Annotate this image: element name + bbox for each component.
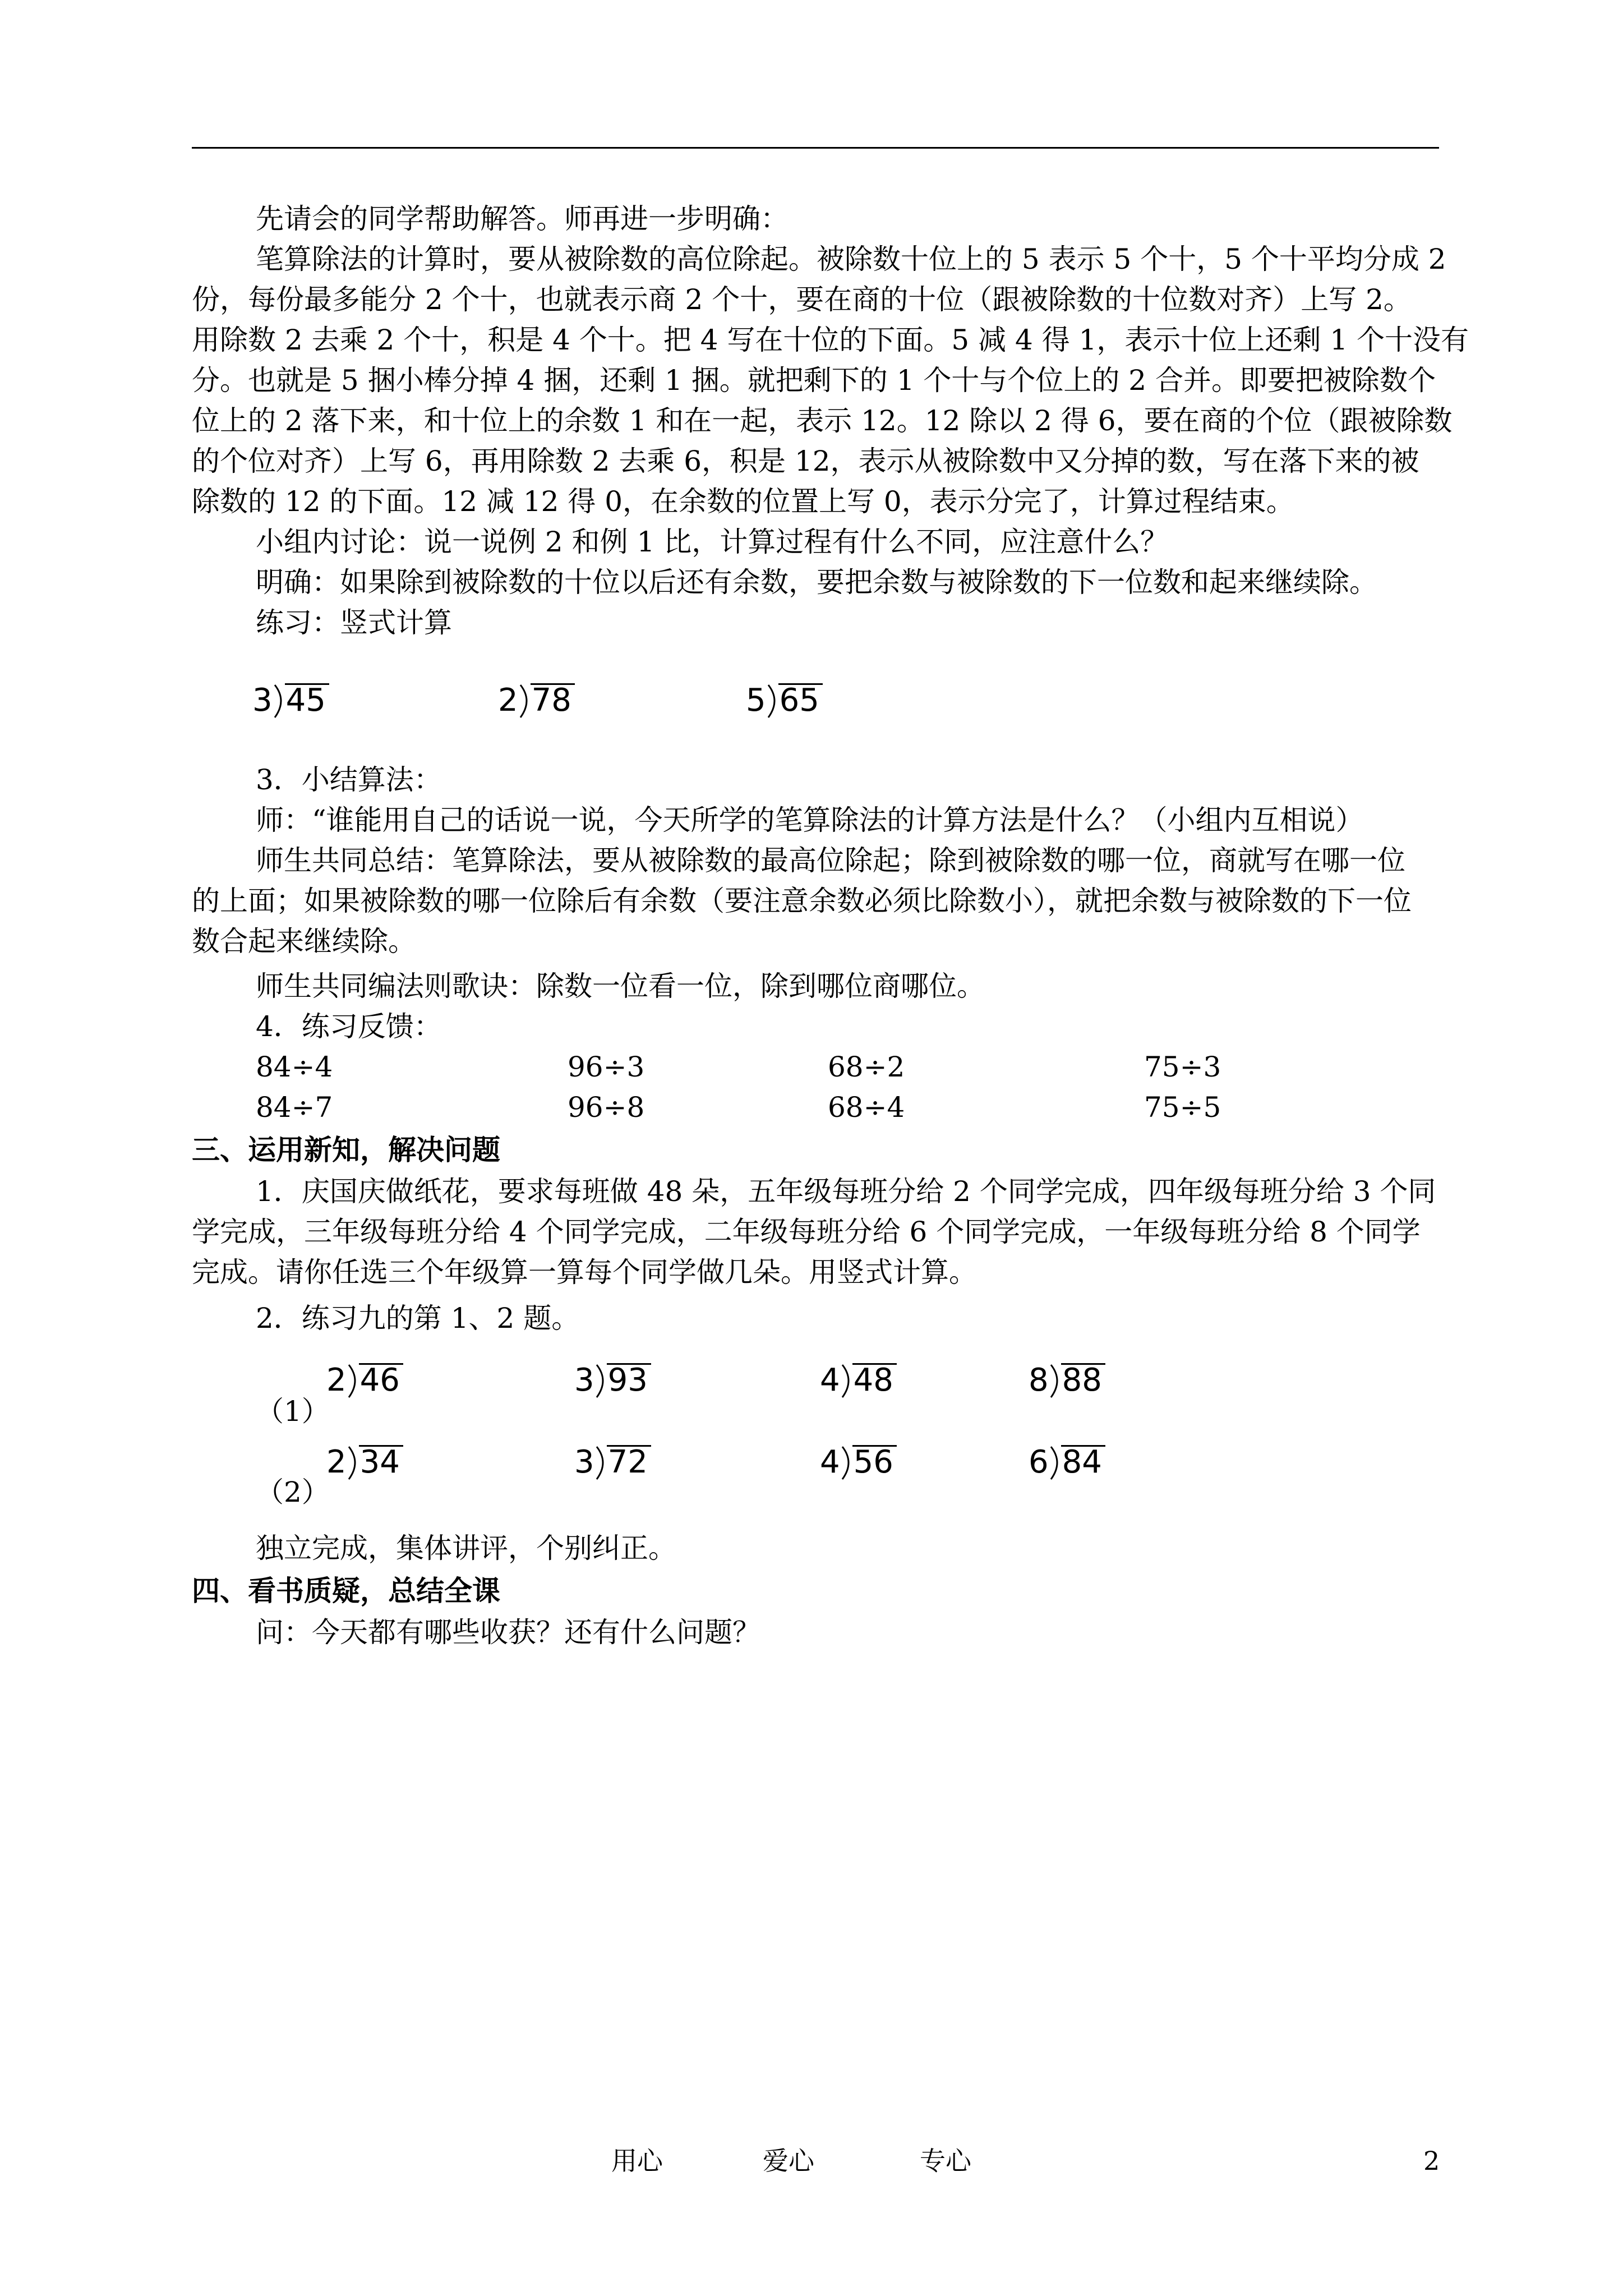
division-bracket-icon — [840, 1446, 856, 1480]
calculation: 68÷2 — [828, 1051, 905, 1083]
paragraph-review: 独立完成，集体讲评，个别纠正。 — [256, 1532, 676, 1565]
section-heading: 四、看书质疑，总结全课 — [192, 1574, 500, 1607]
paragraph-intro: 先请会的同学帮助解答。师再进一步明确： — [256, 203, 789, 235]
division-bracket-icon — [594, 1364, 610, 1398]
dividend: 56 — [852, 1445, 897, 1478]
division-bracket-icon — [1049, 1446, 1064, 1480]
calculation: 84÷4 — [256, 1051, 333, 1083]
calculation: 84÷7 — [256, 1091, 333, 1124]
paragraph-problem-line: 学完成，三年级每班分给 4 个同学完成，二年级每班分给 6 个同学完成，一年级每班分给 8 个同学 — [192, 1216, 1421, 1248]
dividend: 72 — [607, 1445, 651, 1478]
divisor: 3 — [574, 1362, 594, 1398]
divisor: 2 — [326, 1444, 347, 1480]
paragraph-summary-line: 的上面；如果被除数的哪一位除后有余数（要注意余数必须比除数小），就把余数与被除数的下一位 — [192, 885, 1412, 917]
dividend: 48 — [852, 1363, 897, 1396]
paragraph-explanation-line: 份，每份最多能分 2 个十，也就表示商 2 个十，要在商的十位（跟被除数的十位数对齐）上写 2。 — [192, 283, 1412, 316]
long-division — [820, 1363, 897, 1400]
dividend: 46 — [359, 1363, 403, 1396]
paragraph-discussion: 小组内讨论：说一说例 2 和例 1 比，计算过程有什么不同，应注意什么？ — [256, 526, 1169, 558]
paragraph-explanation-line: 笔算除法的计算时，要从被除数的高位除起。被除数十位上的 5 表示 5 个十，5 个十平均分成 2 — [256, 243, 1446, 275]
division-bracket-icon — [766, 684, 782, 719]
paragraph-explanation-line: 位上的 2 落下来，和十位上的余数 1 和在一起，表示 12。12 除以 2 得 6，要在商的个位（跟被除数 — [192, 404, 1453, 437]
calculation: 96÷8 — [568, 1091, 645, 1124]
footer-motto: 爱心 — [763, 2146, 814, 2176]
calculation: 75÷5 — [1144, 1091, 1221, 1124]
paragraph-summary-line: 师生共同总结：笔算除法，要从被除数的最高位除起；除到被除数的哪一位，商就写在哪一位 — [256, 844, 1405, 877]
paragraph-practice-label: 练习：竖式计算 — [256, 606, 452, 639]
divisor: 2 — [326, 1362, 347, 1398]
long-division — [574, 1363, 651, 1400]
divisor: 4 — [820, 1362, 840, 1398]
paragraph-summary-line: 数合起来继续除。 — [192, 925, 416, 958]
header-rule — [192, 147, 1439, 149]
paragraph-closing-question: 问：今天都有哪些收获？还有什么问题？ — [256, 1616, 760, 1649]
calculation: 68÷4 — [828, 1091, 905, 1124]
paragraph-rhyme: 师生共同编法则歌诀：除数一位看一位，除到哪位商哪位。 — [256, 970, 985, 1002]
long-division — [746, 683, 823, 720]
divisor: 4 — [820, 1444, 840, 1480]
long-division — [1029, 1363, 1105, 1400]
dividend: 78 — [531, 683, 575, 716]
division-bracket-icon — [347, 1446, 362, 1480]
dividend: 88 — [1061, 1363, 1105, 1396]
paragraph-teacher-question: 师：“谁能用自己的话说一说，今天所学的笔算除法的计算方法是什么？（小组内互相说） — [256, 804, 1364, 836]
exercise-label: （2） — [256, 1476, 330, 1508]
section-heading: 三、运用新知，解决问题 — [192, 1133, 500, 1166]
page-number: 2 — [1423, 2146, 1440, 2176]
dividend: 84 — [1061, 1445, 1105, 1478]
paragraph-feedback-heading: 4．练习反馈： — [256, 1010, 442, 1043]
calculation: 96÷3 — [568, 1051, 645, 1083]
division-bracket-icon — [518, 684, 534, 719]
division-bracket-icon — [1049, 1364, 1064, 1398]
divisor: 5 — [746, 682, 766, 719]
divisor: 8 — [1029, 1362, 1049, 1398]
long-division — [252, 683, 329, 720]
dividend: 34 — [359, 1445, 403, 1478]
long-division — [498, 683, 575, 720]
divisor: 3 — [574, 1444, 594, 1480]
paragraph-problem-line: 1．庆国庆做纸花，要求每班做 48 朵，五年级每班分给 2 个同学完成，四年级每班分给 3 个同 — [256, 1175, 1436, 1208]
divisor: 2 — [498, 682, 518, 719]
paragraph-exercise-ref: 2．练习九的第 1、2 题。 — [256, 1302, 580, 1335]
footer-motto: 用心 — [611, 2146, 663, 2176]
division-bracket-icon — [273, 684, 288, 719]
long-division — [820, 1445, 897, 1481]
division-bracket-icon — [347, 1364, 362, 1398]
paragraph-explanation-line: 用除数 2 去乘 2 个十，积是 4 个十。把 4 写在十位的下面。5 减 4 得 1，表示十位上还剩 1 个十没有 — [192, 324, 1469, 356]
dividend: 65 — [778, 683, 823, 716]
paragraph-explanation-line: 的个位对齐）上写 6，再用除数 2 去乘 6，积是 12，表示从被除数中又分掉的数，写在落下来的被 — [192, 445, 1419, 477]
paragraph-problem-line: 完成。请你任选三个年级算一算每个同学做几朵。用竖式计算。 — [192, 1256, 977, 1289]
long-division — [1029, 1445, 1105, 1481]
paragraph-explanation-line: 除数的 12 的下面。12 减 12 得 0，在余数的位置上写 0，表示分完了，计算过程结束。 — [192, 485, 1294, 518]
paragraph-clarify: 明确：如果除到被除数的十位以后还有余数，要把余数与被除数的下一位数和起来继续除。 — [256, 566, 1377, 599]
dividend: 93 — [607, 1363, 651, 1396]
paragraph-summary-heading: 3．小结算法： — [256, 763, 442, 796]
dividend: 45 — [285, 683, 329, 716]
long-division — [326, 1363, 403, 1400]
calculation: 75÷3 — [1144, 1051, 1221, 1083]
paragraph-explanation-line: 分。也就是 5 捆小棒分掉 4 捆，还剩 1 捆。就把剩下的 1 个十与个位上的 2 合并。即要把被除数个 — [192, 364, 1436, 397]
division-bracket-icon — [840, 1364, 856, 1398]
long-division — [574, 1445, 651, 1481]
division-bracket-icon — [594, 1446, 610, 1480]
divisor: 6 — [1029, 1444, 1049, 1480]
long-division — [326, 1445, 403, 1481]
exercise-label: （1） — [256, 1395, 330, 1428]
footer-motto: 专心 — [920, 2146, 971, 2176]
divisor: 3 — [252, 682, 273, 719]
